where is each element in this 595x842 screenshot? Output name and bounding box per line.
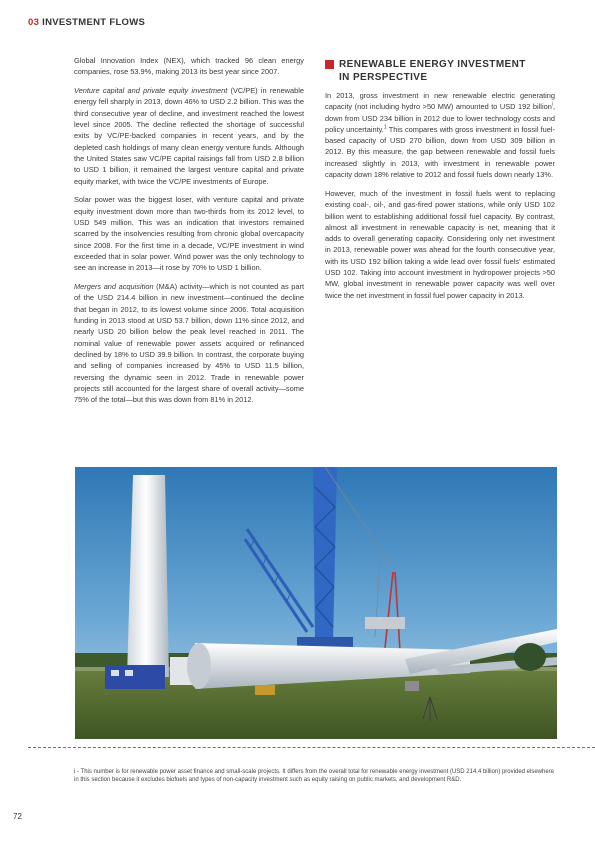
right-column [325, 58, 555, 309]
footnote: i - This number is for renewable power asset finance and small-scale projects. It differs from the overall total for renewable energy investment (USD 214.4 billion) provided elsewhere in this section because it excludes biofuels and types of non-capacity investment such as equity raising on public markets, and development R&D. [74, 769, 555, 784]
paragraph: Solar power was the biggest loser, with venture capital and private equity investment down more than two-thirds from its 2012 level, to USD 549 million. This was an indication that investors remained scarred by the insolvencies resulting from chronic global overcapacity since 2008. For the first time in a decade, VC/PE investment in wind exceeded that in solar power. Wind power was the only technology to see an increase in 2013—it rose by 70% to USD 1 billion. [74, 195, 304, 273]
heading-line: RENEWABLE ENERGY INVESTMENT [339, 59, 526, 70]
paragraph-lead: Mergers and acquisition [74, 282, 154, 292]
section-number: 03 [28, 17, 40, 28]
heading-line: IN PERSPECTIVE [339, 72, 428, 83]
paragraph: Global Innovation Index (NEX), which tracked 96 clean energy companies, rose 53.9%, making 2013 its best year since 2007. [74, 56, 304, 77]
paragraph: Mergers and acquisition (M&A) activity—which is not counted as part of the USD 214.4 billion in new investment—continued the decline that began in 2012, to its lowest volume since 2006. Total acquisition funding in 2013 stood at USD 53.7 billion, down 11% since 2012, and nearly USD 20 billion below the peak level reached in 2011. The nominal value of renewable power assets acquired or refinanced declined by 18% to USD 39.9 billion. In contrast, the corporate buying and selling of companies increased by 45% to USD 11.5 billion, reversing the dynamic seen in 2012. Trade in renewable power projects still accounted for the largest share of overall activity—some 75% of the total—but this was down from 81% in 2012. [74, 282, 305, 405]
paragraph: In 2013, gross investment in new renewable electric generating capacity (not including hydro >50 MW) amounted to USD 192 billion$^i$, down from USD 234 billion in 2012 due to lower technology costs and policy uncertainty.$^1$ This compares with gross investment in fossil fuel-based capacity of USD 270 billion, down from USD 309 billion in 2012. By this measure, the gap between renewable and fossil fuels increased slightly in 2013, with investment in renewable power capacity down 18% relative to 2012 and fossil fuels down nearly 13%. [325, 91, 555, 180]
footnote-ref[interactable]: i [551, 101, 553, 108]
subsection-heading [325, 58, 555, 84]
left-column [74, 55, 304, 413]
footnote-divider [28, 747, 595, 748]
paragraph: However, much of the investment in fossil fuels went to replacing existing coal-, oil-, and gas-fired power stations, while only USD 102 billion went to establishing additional fossil fuel capacity. By contrast, almost all investment in renewable capacity is net, meaning that it adds to overall generating capacity. Considering only net investment in 2013, renewable power was ahead for the fourth consecutive year, with its USD 192 billion taking a wide lead over fossil fuels' estimated USD 102. Taking into account investment in hydropower projects >50 MW, global investment in renewable power capacity was well over twice the net investment in fossil fuel power capacity in 2013. [325, 188, 555, 300]
paragraph: Venture capital and private equity investment (VC/PE) in renewable energy fell sharply in 2013, down 46% to USD 2.2 billion. This was the third consecutive year of decline, and investment reached the lowest level since 2005. The decline reflected the shortage of successful exits by VC/PE-backed companies in recent years, and by the depleted cash holdings of many clean energy venture funds. Although the United States saw VC/PE capital raisings fall from USD 2.8 billion to USD 1 billion, it remained the largest venture capital and private equity market, with twice the VC/PE investments of Europe. [74, 86, 304, 186]
heading-marker [325, 60, 334, 69]
section-header [28, 17, 145, 28]
wind-turbine-photo [75, 467, 557, 739]
section-title: INVESTMENT FLOWS [42, 17, 146, 28]
endnote-ref[interactable]: 1 [383, 124, 387, 131]
paragraph-lead: Venture capital and private equity investment [74, 86, 228, 96]
page-number: 72 [13, 812, 22, 821]
